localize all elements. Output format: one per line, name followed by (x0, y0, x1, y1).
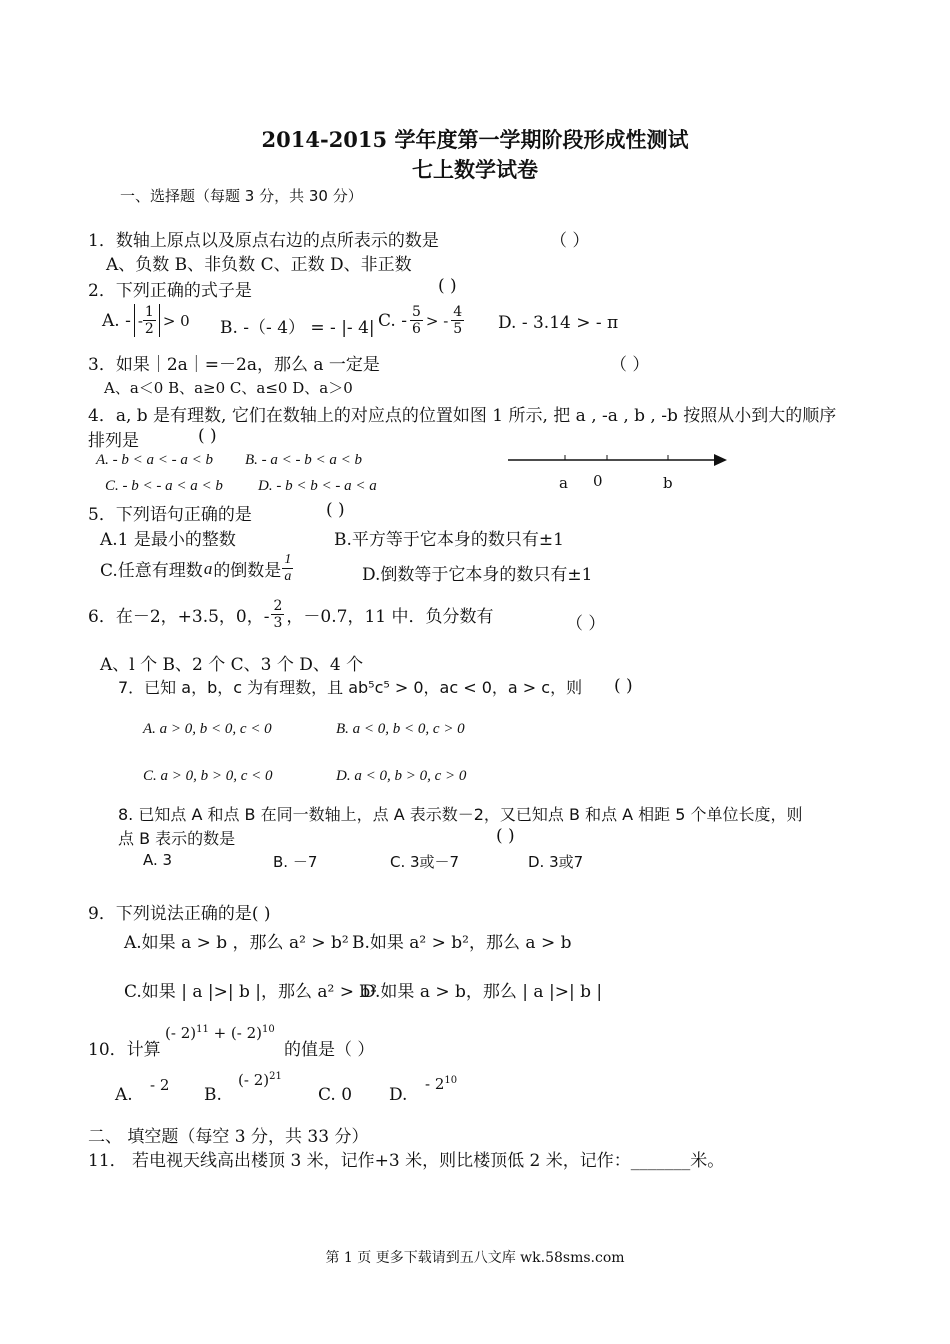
q7-option-c: C. a > 0, b > 0, c < 0 (143, 768, 273, 784)
q1-answer-paren: （ ） (550, 231, 590, 251)
q3-stem: 3．如果｜2a｜=－2a，那么 a 一定是 (88, 355, 380, 375)
exam-subtitle: 七上数学试卷 (412, 157, 538, 182)
q8-option-a: A. 3 (143, 851, 173, 869)
q11-text: 11． 若电视天线高出楼顶 3 米，记作+3 米，则比楼顶低 2 米，记作：_______米。 (88, 1151, 725, 1171)
q5-c-prefix: C.任意有理数 (100, 561, 203, 581)
q4-option-d: D. - b < b < - a < a (258, 478, 377, 494)
number-line-label-a: a (559, 474, 568, 492)
q6-stem-suffix: ，－0.7，11 中．负分数有 (286, 607, 494, 627)
q2-a-suffix: > 0 (162, 311, 190, 330)
q5-answer-paren: ( ) (326, 500, 345, 520)
q10-option-d-label: D. (389, 1085, 408, 1105)
q2-option-b: B. -（- 4） = - |- 4| (220, 318, 375, 338)
q2-a-fraction: $\frac{1}{2}$ (144, 304, 154, 337)
number-line-figure (505, 448, 730, 493)
q5-stem: 5．下列语句正确的是 (88, 505, 252, 525)
q10-option-b-value: (- 2)$^{21}$ (238, 1071, 282, 1089)
q2-a-abs: - $\frac{1}{2}$ (134, 304, 160, 337)
number-line-label-b: b (663, 474, 673, 492)
q7-option-d: D. a < 0, b > 0, c > 0 (336, 768, 467, 784)
q7-option-b: B. a < 0, b < 0, c > 0 (336, 721, 465, 737)
q4-option-c: C. - b < - a < a < b (105, 478, 223, 494)
q2-c-prefix: C. - (378, 310, 407, 331)
q7-stem: 7．已知 a，b，c 为有理数，且 ab⁵c⁵ > 0，ac < 0，a > c，则 (118, 678, 583, 697)
q3-options: A、a＜0 B、a≥0 C、a≤0 D、a＞0 (104, 379, 353, 397)
q5-c-variable: a (203, 558, 213, 578)
page-footer: 第 1 页 更多下载请到五八文库 wk.58sms.com (325, 1250, 625, 1266)
q10-stem-suffix: 的值是（ ） (284, 1040, 375, 1060)
q4-stem-line1: 4．a, b 是有理数, 它们在数轴上的对应点的位置如图 1 所示, 把 a , -a , b , -b 按照从小到大的顺序 (88, 406, 837, 426)
exam-title: 2014-2015 学年度第一学期阶段形成性测试 (261, 127, 689, 152)
q10-stem-prefix: 10．计算 (88, 1040, 161, 1060)
q9-stem: 9．下列说法正确的是( ) (88, 904, 271, 924)
section-2-label: 二、 填空题（每空 3 分，共 33 分） (88, 1127, 369, 1147)
q8-option-d: D. 3或7 (528, 853, 584, 871)
q9-option-d: D.如果 a > b，那么 | a |>| b | (362, 982, 603, 1002)
q2-option-a (102, 304, 190, 337)
q2-a-prefix: A. - (102, 310, 131, 331)
q2-c-fraction-1: $\frac{5}{6}$ (411, 304, 421, 337)
q5-option-b: B.平方等于它本身的数只有±1 (334, 530, 564, 550)
q1-stem: 1．数轴上原点以及原点右边的点所表示的数是 (88, 231, 439, 251)
q4-option-b: B. - a < - b < a < b (245, 452, 363, 468)
number-line-label-0: 0 (593, 472, 603, 490)
q2-option-d: D. - 3.14 > - π (498, 313, 619, 333)
q8-stem-line2: 点 B 表示的数是 (118, 829, 236, 848)
q2-answer-paren: ( ) (438, 276, 457, 296)
q5-c-fraction: $\frac{1}{a}$ (284, 552, 292, 584)
q5-option-d: D.倒数等于它本身的数只有±1 (362, 565, 593, 585)
q8-stem-line1: 8. 已知点 A 和点 B 在同一数轴上，点 A 表示数－2，又已知点 B 和点 A 相距 5 个单位长度，则 (118, 805, 803, 824)
q10-option-a-label: A. (115, 1085, 133, 1105)
q5-c-suffix: 的倒数是 (213, 561, 282, 581)
q5-option-a: A.1 是最小的整数 (100, 530, 236, 550)
q6-answer-paren: （ ） (566, 614, 606, 634)
q4-answer-paren: ( ) (198, 426, 217, 446)
q9-option-a: A.如果 a > b ，那么 a² > b² (124, 933, 349, 953)
q1-options: A、负数 B、非负数 C、正数 D、非正数 (106, 255, 412, 275)
q2-c-middle: > - (425, 311, 449, 330)
q10-option-c: C. 0 (318, 1085, 353, 1105)
q8-option-b: B. －7 (273, 853, 318, 871)
q6-fraction: $\frac{2}{3}$ (273, 598, 283, 631)
q4-option-a: A. - b < a < - a < b (96, 452, 214, 468)
q2-option-c (378, 304, 464, 337)
q8-option-c: C. 3或－7 (390, 853, 460, 871)
q2-stem: 2．下列正确的式子是 (88, 281, 252, 301)
q4-stem-line2: 排列是 (88, 431, 139, 451)
q3-answer-paren: （ ） (610, 355, 650, 375)
q10-option-b-label: B. (204, 1085, 222, 1105)
number-line-arrow-icon (714, 454, 727, 466)
q2-c-fraction-2: $\frac{4}{5}$ (453, 304, 463, 337)
q9-option-b: B.如果 a² > b²，那么 a > b (352, 933, 572, 953)
q6-options: A、l 个 B、2 个 C、3 个 D、4 个 (100, 655, 364, 675)
q9-option-c: C.如果 | a |>| b |，那么 a² > b² (124, 982, 378, 1002)
q8-answer-paren: ( ) (496, 826, 515, 846)
q6-stem-prefix: 6．在－2，+3.5，0，- (88, 607, 270, 627)
q5-option-c (100, 552, 293, 585)
q10-option-a-value: - 2 (150, 1076, 170, 1094)
q10-option-d-value: - $2^{10}$ (425, 1075, 458, 1093)
section-1-label: 一、选择题（每题 3 分，共 30 分） (120, 187, 363, 205)
q6-stem (88, 598, 493, 631)
q7-option-a: A. a > 0, b < 0, c < 0 (143, 721, 272, 737)
q7-answer-paren: ( ) (614, 676, 633, 696)
q10-expression: (- 2)$^{11}$ + (- 2)$^{10}$ (165, 1024, 275, 1042)
